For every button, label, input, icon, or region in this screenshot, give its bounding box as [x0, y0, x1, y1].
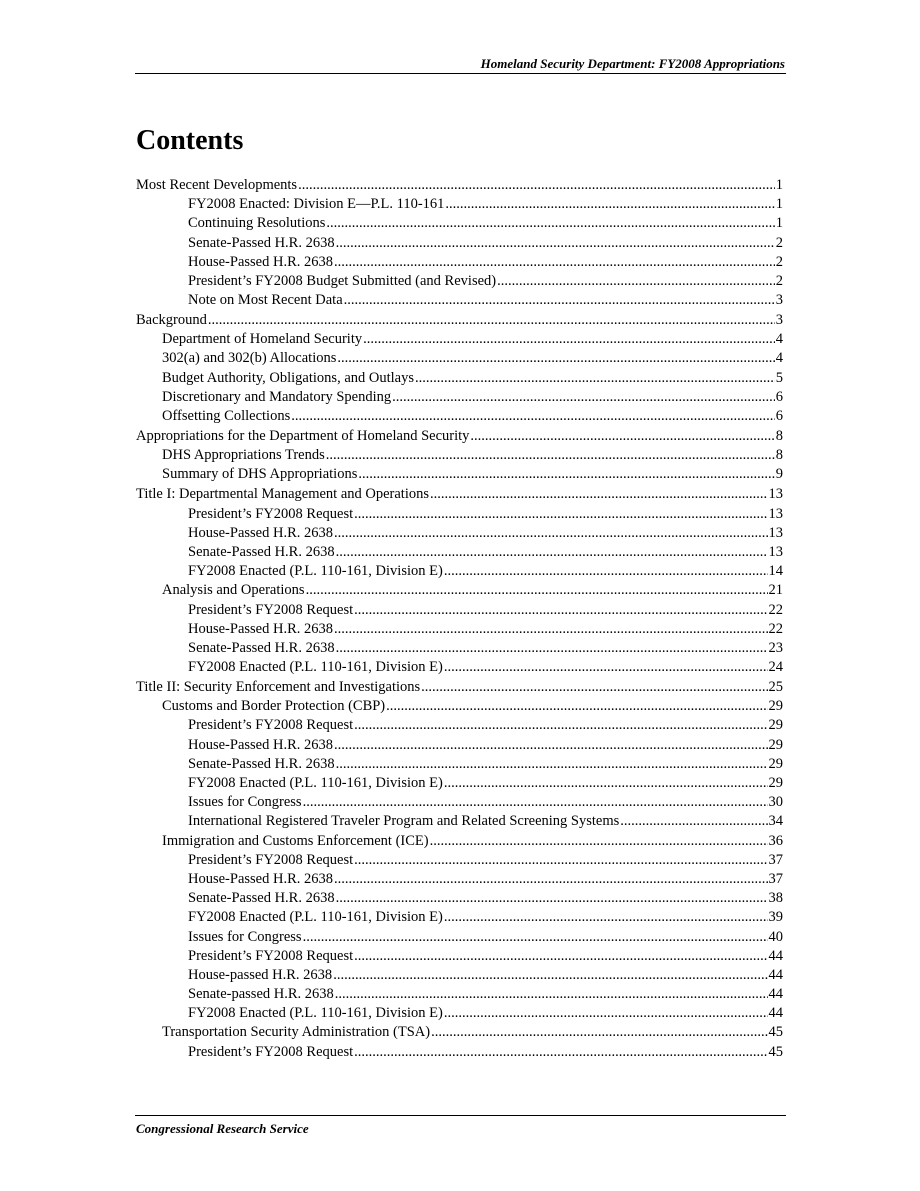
dot-leader: [303, 793, 768, 812]
toc-entry-page-number: 1: [775, 215, 783, 232]
dot-leader: [415, 369, 775, 388]
toc-entry[interactable]: [136, 330, 783, 349]
toc-entry-label: Continuing Resolutions: [188, 215, 326, 232]
toc-entry[interactable]: [136, 291, 783, 310]
toc-entry[interactable]: [136, 716, 783, 735]
toc-entry-page-number: 44: [768, 986, 783, 1003]
toc-entry[interactable]: [136, 620, 783, 639]
toc-entry-page-number: 29: [768, 717, 783, 734]
toc-entry[interactable]: [136, 485, 783, 504]
toc-entry[interactable]: [136, 1004, 783, 1023]
table-of-contents: [136, 176, 783, 1062]
toc-entry-label: Offsetting Collections: [162, 408, 291, 425]
toc-entry-page-number: 2: [775, 253, 783, 270]
dot-leader: [392, 388, 775, 407]
toc-entry-page-number: 23: [768, 639, 783, 656]
toc-entry-label: FY2008 Enacted (P.L. 110-161, Division E): [188, 659, 443, 676]
toc-entry-label: Appropriations for the Department of Homeland Security: [136, 428, 470, 445]
toc-entry-page-number: 5: [775, 369, 783, 386]
toc-entry[interactable]: [136, 928, 783, 947]
dot-leader: [386, 697, 767, 716]
dot-leader: [298, 176, 775, 195]
toc-entry[interactable]: [136, 774, 783, 793]
toc-entry-label: Most Recent Developments: [136, 177, 298, 193]
toc-entry-page-number: 3: [775, 292, 783, 309]
toc-entry[interactable]: [136, 465, 783, 484]
toc-entry-label: Senate-Passed H.R. 2638: [188, 543, 335, 560]
toc-entry-page-number: 1: [775, 177, 783, 193]
toc-entry-page-number: 25: [768, 679, 783, 696]
toc-entry[interactable]: [136, 446, 783, 465]
toc-entry-label: International Registered Traveler Program and Related Screening Systems: [188, 813, 620, 830]
dot-leader: [445, 195, 774, 214]
toc-entry[interactable]: [136, 908, 783, 927]
toc-entry[interactable]: [136, 562, 783, 581]
toc-entry-page-number: 13: [768, 543, 783, 560]
toc-entry[interactable]: [136, 1023, 783, 1042]
dot-leader: [358, 465, 774, 484]
toc-entry-label: President’s FY2008 Request: [188, 851, 354, 868]
footer-publisher: Congressional Research Service: [136, 1121, 309, 1136]
toc-entry-label: Budget Authority, Obligations, and Outlays: [162, 369, 414, 386]
toc-entry-page-number: 9: [775, 466, 783, 483]
toc-entry-label: DHS Appropriations Trends: [162, 447, 325, 464]
toc-entry-page-number: 1: [775, 196, 783, 213]
toc-entry[interactable]: [136, 369, 783, 388]
toc-entry[interactable]: [136, 966, 783, 985]
dot-leader: [431, 1023, 767, 1042]
toc-entry-label: Department of Homeland Security: [162, 331, 363, 348]
dot-leader: [303, 928, 768, 947]
dot-leader: [334, 253, 775, 272]
toc-entry[interactable]: [136, 1043, 783, 1062]
toc-entry-label: Title I: Departmental Management and Operations: [136, 486, 430, 503]
toc-entry[interactable]: [136, 601, 783, 620]
toc-entry[interactable]: [136, 697, 783, 716]
dot-leader: [291, 407, 775, 426]
toc-entry-label: Immigration and Customs Enforcement (ICE): [162, 832, 429, 849]
dot-leader: [354, 505, 767, 524]
toc-entry-label: FY2008 Enacted: Division E—P.L. 110-161: [188, 196, 445, 213]
dot-leader: [336, 543, 768, 562]
dot-leader: [336, 755, 768, 774]
header-rule: [135, 73, 786, 74]
toc-entry-page-number: 29: [768, 775, 783, 791]
toc-entry[interactable]: [136, 832, 783, 851]
toc-entry-label: FY2008 Enacted (P.L. 110-161, Division E): [188, 563, 443, 580]
dot-leader: [444, 908, 768, 927]
toc-entry[interactable]: [136, 388, 783, 407]
toc-entry-label: FY2008 Enacted (P.L. 110-161, Division E): [188, 775, 443, 791]
toc-entry[interactable]: [136, 505, 783, 524]
toc-entry-label: President’s FY2008 Request: [188, 947, 354, 964]
toc-entry-page-number: 37: [768, 851, 783, 868]
dot-leader: [326, 214, 774, 233]
toc-entry[interactable]: [136, 427, 783, 446]
toc-entry-label: Customs and Border Protection (CBP): [162, 698, 386, 715]
toc-entry-page-number: 44: [768, 1005, 783, 1022]
toc-entry[interactable]: [136, 947, 783, 966]
toc-entry-page-number: 14: [768, 563, 783, 580]
toc-entry-label: Senate-Passed H.R. 2638: [188, 234, 335, 251]
toc-entry-page-number: 6: [775, 388, 783, 405]
toc-entry-page-number: 22: [768, 601, 783, 618]
dot-leader: [620, 812, 767, 831]
toc-entry[interactable]: [136, 678, 783, 697]
dot-leader: [335, 985, 768, 1004]
dot-leader: [430, 485, 767, 504]
toc-entry-page-number: 29: [768, 755, 783, 772]
toc-entry-label: President’s FY2008 Request: [188, 505, 354, 522]
toc-entry-page-number: 40: [768, 928, 783, 945]
dot-leader: [444, 562, 768, 581]
toc-entry[interactable]: [136, 658, 783, 677]
toc-entry-page-number: 4: [775, 350, 783, 367]
dot-leader: [344, 291, 775, 310]
toc-entry[interactable]: [136, 272, 783, 291]
toc-entry[interactable]: [136, 736, 783, 755]
toc-entry-label: House-Passed H.R. 2638: [188, 253, 333, 270]
toc-entry-label: Senate-passed H.R. 2638: [188, 986, 334, 1003]
toc-entry-label: House-passed H.R. 2638: [188, 966, 333, 983]
toc-entry[interactable]: [136, 851, 783, 870]
toc-entry[interactable]: [136, 407, 783, 426]
dot-leader: [334, 524, 768, 543]
toc-entry[interactable]: [136, 985, 783, 1004]
dot-leader: [421, 678, 767, 697]
page-title: Contents: [136, 125, 244, 156]
toc-entry-page-number: 44: [768, 966, 783, 983]
dot-leader: [337, 349, 774, 368]
toc-entry-label: FY2008 Enacted (P.L. 110-161, Division E): [188, 909, 443, 926]
dot-leader: [354, 716, 767, 735]
toc-entry[interactable]: [136, 214, 783, 233]
toc-entry-page-number: 24: [768, 659, 783, 676]
toc-entry-label: House-Passed H.R. 2638: [188, 620, 333, 637]
toc-entry[interactable]: [136, 195, 783, 214]
running-header: Homeland Security Department: FY2008 Appropriations: [480, 56, 785, 71]
toc-entry-page-number: 30: [768, 794, 783, 811]
toc-entry-label: Discretionary and Mandatory Spending: [162, 388, 392, 405]
toc-entry-page-number: 13: [768, 486, 783, 503]
toc-entry-label: Summary of DHS Appropriations: [162, 466, 358, 483]
toc-entry[interactable]: [136, 639, 783, 658]
toc-entry-label: Analysis and Operations: [162, 582, 305, 599]
dot-leader: [336, 234, 775, 253]
toc-entry-page-number: 8: [775, 428, 783, 445]
toc-entry-label: President’s FY2008 Request: [188, 601, 354, 618]
toc-entry-label: Title II: Security Enforcement and Investigations: [136, 679, 421, 696]
dot-leader: [354, 601, 767, 620]
toc-entry-page-number: 8: [775, 447, 783, 464]
toc-entry-page-number: 29: [768, 736, 783, 753]
toc-entry-page-number: 6: [775, 408, 783, 425]
dot-leader: [444, 658, 768, 677]
dot-leader: [334, 620, 768, 639]
toc-entry-label: Senate-Passed H.R. 2638: [188, 639, 335, 656]
toc-entry-label: Senate-Passed H.R. 2638: [188, 755, 335, 772]
dot-leader: [444, 1004, 768, 1023]
toc-entry-page-number: 2: [775, 234, 783, 251]
toc-entry[interactable]: [136, 253, 783, 272]
toc-entry-label: Senate-Passed H.R. 2638: [188, 890, 335, 907]
footer-rule: [135, 1115, 786, 1116]
toc-entry[interactable]: [136, 311, 783, 330]
toc-entry-label: Issues for Congress: [188, 928, 302, 945]
dot-leader: [306, 581, 768, 600]
toc-entry-label: Background: [136, 312, 207, 329]
dot-leader: [336, 889, 768, 908]
toc-entry-page-number: 13: [768, 524, 783, 541]
toc-entry-page-number: 38: [768, 890, 783, 907]
dot-leader: [336, 639, 768, 658]
toc-entry-label: President’s FY2008 Request: [188, 717, 354, 734]
toc-entry[interactable]: [136, 234, 783, 253]
toc-entry[interactable]: [136, 889, 783, 908]
toc-entry[interactable]: [136, 524, 783, 543]
dot-leader: [354, 851, 767, 870]
toc-entry-page-number: 45: [768, 1043, 783, 1060]
toc-entry[interactable]: [136, 543, 783, 562]
toc-entry-label: FY2008 Enacted (P.L. 110-161, Division E): [188, 1005, 443, 1022]
toc-entry-label: 302(a) and 302(b) Allocations: [162, 350, 337, 367]
toc-entry[interactable]: [136, 755, 783, 774]
toc-entry-page-number: 13: [768, 505, 783, 522]
dot-leader: [363, 330, 775, 349]
toc-entry-page-number: 45: [768, 1024, 783, 1041]
toc-entry-label: House-Passed H.R. 2638: [188, 736, 333, 753]
toc-entry[interactable]: [136, 793, 783, 812]
toc-entry-label: House-Passed H.R. 2638: [188, 870, 333, 887]
toc-entry-page-number: 21: [768, 582, 783, 599]
toc-entry-page-number: 29: [768, 698, 783, 715]
toc-entry-page-number: 22: [768, 620, 783, 637]
toc-entry-page-number: 37: [768, 870, 783, 887]
toc-entry-page-number: 36: [768, 832, 783, 849]
dot-leader: [354, 1043, 767, 1062]
dot-leader: [354, 947, 767, 966]
dot-leader: [470, 427, 774, 446]
toc-entry-page-number: 39: [768, 909, 783, 926]
dot-leader: [334, 736, 768, 755]
dot-leader: [430, 832, 768, 851]
toc-entry-label: President’s FY2008 Request: [188, 1043, 354, 1060]
toc-entry-label: President’s FY2008 Budget Submitted (and Revised): [188, 272, 497, 289]
toc-entry-label: Transportation Security Administration (TSA): [162, 1024, 431, 1041]
toc-entry-page-number: 2: [775, 272, 783, 289]
dot-leader: [444, 774, 768, 793]
toc-entry-label: House-Passed H.R. 2638: [188, 524, 333, 541]
toc-entry[interactable]: [136, 349, 783, 368]
dot-leader: [326, 446, 775, 465]
dot-leader: [497, 272, 775, 291]
toc-entry-page-number: 44: [768, 947, 783, 964]
dot-leader: [208, 311, 775, 330]
toc-entry[interactable]: [136, 870, 783, 889]
toc-entry-page-number: 4: [775, 331, 783, 348]
toc-entry[interactable]: [136, 176, 783, 195]
toc-entry-page-number: 34: [768, 813, 783, 830]
toc-entry-label: Issues for Congress: [188, 794, 302, 811]
toc-entry-label: Note on Most Recent Data: [188, 292, 343, 309]
toc-entry[interactable]: [136, 581, 783, 600]
toc-entry[interactable]: [136, 812, 783, 831]
dot-leader: [333, 966, 767, 985]
toc-entry-page-number: 3: [775, 312, 783, 329]
dot-leader: [334, 870, 768, 889]
